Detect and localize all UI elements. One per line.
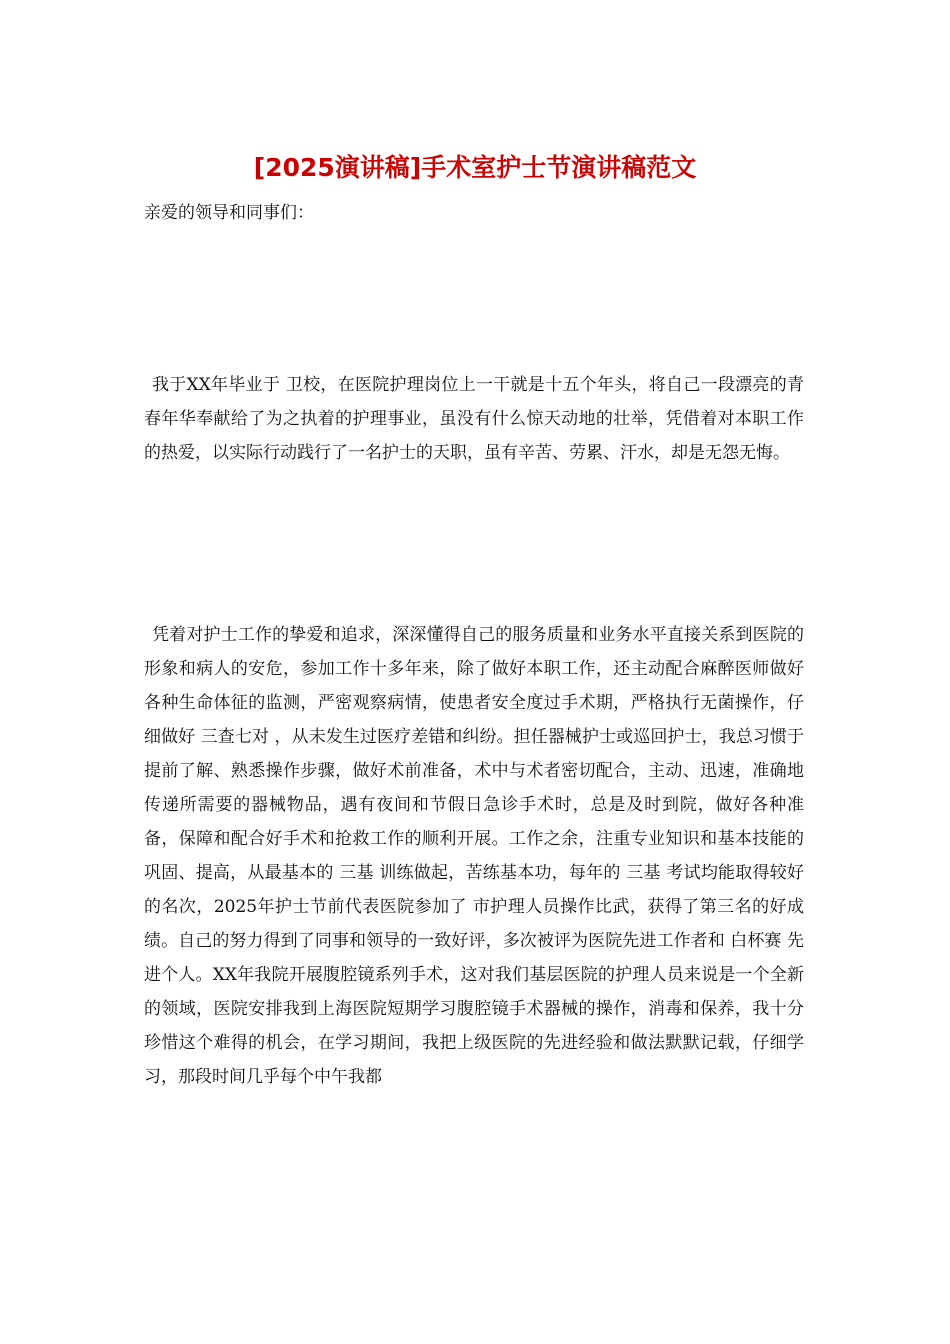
document-title: [2025演讲稿]手术室护士节演讲稿范文 xyxy=(253,153,697,182)
paragraph-2: 凭着对护士工作的挚爱和追求，深深懂得自己的服务质量和业务水平直接关系到医院的形象和病人的安危，参加工作十多年来，除了做好本职工作，还主动配合麻醉医师做好各种生命体征的监测，严密观察病情，使患者安全度过手术期，严格执行无菌操作，仔细做好 三查七对 ，从未发生过医疗差错和纠纷。担任器械护士或巡回护士，我总习惯于提前了解、熟悉操作步骤，做好术前准备，术中与术者密切配合，主动、迅速，准确地传递所需要的器械物品，遇有夜间和节假日急诊手术时，总是及时到院，做好各种准备，保障和配合好手术和抢救工作的顺利开展。工作之余，注重专业知识和基本技能的巩固、提高，从最基本的 三基 训练做起，苦练基本功，每年的 三基 考试均能取得较好的名次，2025年护士节前代表医院参加了 市护理人员操作比武，获得了第三名的好成绩。自己的努力得到了同事和领导的一致好评，多次被评为医院先进工作者和 白杯赛 先进个人。XX年我院开展腹腔镜系列手术，这对我们基层医院的护理人员来说是一个全新的领域，医院安排我到上海医院短期学习腹腔镜手术器械的操作，消毒和保养，我十分珍惜这个难得的机会，在学习期间，我把上级医院的先进经验和做法默默记载，仔细学习，那段时间几乎每个中午我都 xyxy=(144,625,804,1087)
salutation: 亲爱的领导和同事们： xyxy=(144,203,314,223)
paragraph-1: 我于XX年毕业于 卫校，在医院护理岗位上一干就是十五个年头，将自己一段漂亮的青春年华奉献给了为之执着的护理事业，虽没有什么惊天动地的壮举，凭借着对本职工作的热爱，以实际行动践行了一名护士的天职，虽有辛苦、劳累、汗水，却是无怨无悔。 xyxy=(144,375,804,463)
